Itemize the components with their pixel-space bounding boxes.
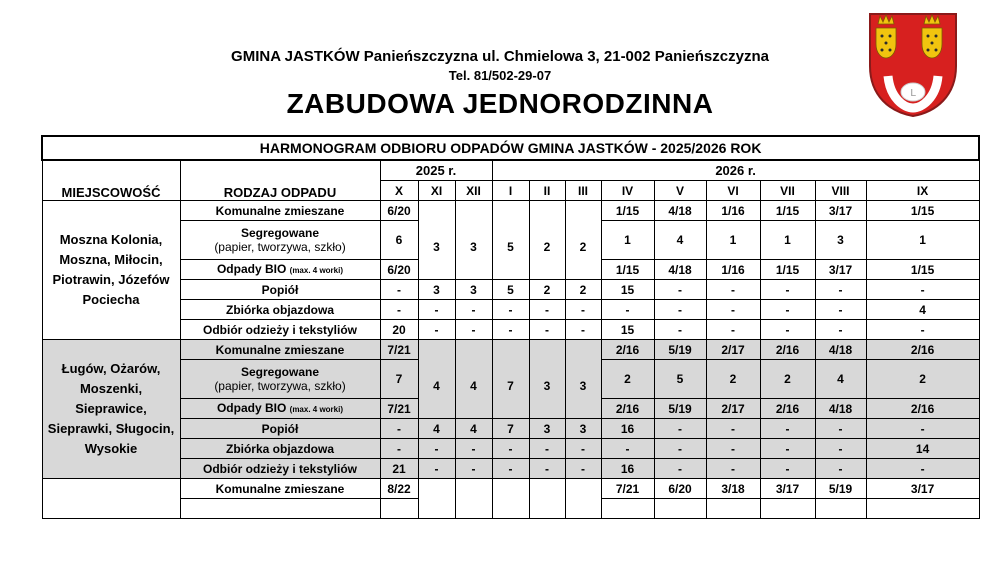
date-cell: 6/20 [380,201,418,221]
locality-cell [42,479,180,519]
waste-type-label: Segregowane [240,365,320,379]
date-cell: 2/16 [760,399,815,419]
date-cell: 4 [815,360,866,399]
date-cell: 1/15 [760,260,815,280]
date-cell: - [418,459,455,479]
date-cell: - [706,439,760,459]
waste-type-column-header: RODZAJ ODPADU [180,160,380,201]
date-cell: 8/22 [380,479,418,499]
date-cell: 5/19 [654,399,706,419]
month-header: XI [418,181,455,201]
date-cell: 1 [866,221,979,260]
date-cell: 3 [815,221,866,260]
locality-cell: Ługów, Ożarów, Moszenki, Sieprawice, Sieprawki, Sługocin, Wysokie [42,340,180,479]
date-cell: - [529,459,565,479]
date-cell: 2 [529,201,565,280]
date-cell: 5 [654,360,706,399]
month-header: IV [601,181,654,201]
office-address: GMINA JASTKÓW Panieńszczyzna ul. Chmielowa 3, 21-002 Panieńszczyzna [231,48,769,65]
date-cell: - [492,300,529,320]
month-header: VIII [815,181,866,201]
waste-type-cell: Zbiórka objazdowa [180,439,380,459]
date-cell: 1 [706,221,760,260]
date-cell: - [815,439,866,459]
date-cell: - [706,300,760,320]
month-header: VII [760,181,815,201]
date-cell: 4 [654,221,706,260]
date-cell: 4/18 [654,201,706,221]
date-cell: 2 [866,360,979,399]
date-cell: 7/21 [380,399,418,419]
date-cell: 4 [455,340,492,419]
date-cell: - [455,300,492,320]
date-cell: 16 [601,419,654,439]
date-cell: 3 [565,419,601,439]
date-cell: 5/19 [815,479,866,499]
date-cell [706,499,760,519]
date-cell: - [866,320,979,340]
date-cell: - [760,419,815,439]
date-cell [601,499,654,519]
table-row [42,300,979,320]
table-row [42,419,979,439]
coat-of-arms-icon [866,10,960,118]
waste-type-cell: Komunalne zmieszane [180,340,380,360]
date-cell: - [492,459,529,479]
date-cell: 6 [380,221,418,260]
waste-type-cell [180,221,380,260]
date-cell: 2/16 [866,340,979,360]
date-cell [492,479,529,519]
date-cell: - [529,439,565,459]
waste-type-cell: Odbiór odzieży i tekstyliów [180,320,380,340]
waste-type-cell [180,399,380,419]
waste-type-sub-label: (papier, tworzywa, szkło) [214,379,346,393]
date-cell: - [706,280,760,300]
date-cell: - [529,300,565,320]
document-title: ZABUDOWA JEDNORODZINNA [286,88,714,119]
date-cell: 5/19 [654,340,706,360]
date-cell: 5 [492,201,529,280]
waste-type-cell: Popiół [180,419,380,439]
date-cell: 3/17 [815,201,866,221]
waste-type-label: Odpady BIO [216,261,287,276]
date-cell: 7/21 [601,479,654,499]
date-cell: 5 [492,280,529,300]
table-row [42,320,979,340]
waste-type-note: (max. 4 worki) [289,265,344,275]
table-row [42,479,979,499]
date-cell: 3/17 [760,479,815,499]
date-cell: 1/15 [760,201,815,221]
date-cell: - [565,459,601,479]
date-cell: - [565,300,601,320]
date-cell: 2/17 [706,340,760,360]
date-cell: 1 [601,221,654,260]
date-cell: - [380,300,418,320]
date-cell: - [565,439,601,459]
date-cell [380,499,418,519]
office-phone: Tel. 81/502-29-07 [448,68,552,83]
date-cell: 1/16 [706,201,760,221]
month-header: X [380,181,418,201]
date-cell: 3/17 [815,260,866,280]
locality-column-header: MIEJSCOWOŚĆ [42,160,180,201]
date-cell: - [815,280,866,300]
date-cell: 3 [418,201,455,280]
date-cell: 4/18 [654,260,706,280]
date-cell: - [380,439,418,459]
waste-type-label: Odpady BIO [216,400,287,415]
table-row [42,280,979,300]
date-cell: 6/20 [380,260,418,280]
table-row [42,201,979,221]
date-cell: 15 [601,320,654,340]
date-cell: - [866,280,979,300]
year-2025-header: 2025 r. [380,160,492,181]
date-cell: 7/21 [380,340,418,360]
date-cell: 2/16 [601,340,654,360]
date-cell: 2/17 [706,399,760,419]
date-cell: 1 [760,221,815,260]
date-cell: - [380,419,418,439]
date-cell [455,479,492,519]
date-cell: - [601,300,654,320]
date-cell: 2/16 [866,399,979,419]
date-cell: 2/16 [601,399,654,419]
date-cell: - [455,320,492,340]
date-cell: 1/15 [866,201,979,221]
date-cell: - [706,459,760,479]
collection-schedule-table [41,135,980,519]
date-cell: 3 [455,201,492,280]
date-cell: - [492,320,529,340]
date-cell: - [815,419,866,439]
date-cell: - [760,300,815,320]
date-cell: - [815,320,866,340]
date-cell: 4 [455,419,492,439]
waste-type-cell: Komunalne zmieszane [180,479,380,499]
waste-type-cell: Odbiór odzieży i tekstyliów [180,459,380,479]
date-cell: - [706,320,760,340]
date-cell: 3/17 [866,479,979,499]
month-header: III [565,181,601,201]
date-cell: 6/20 [654,479,706,499]
date-cell: - [418,439,455,459]
year-2026-header: 2026 r. [492,160,979,181]
date-cell: - [601,439,654,459]
waste-type-cell: Zbiórka objazdowa [180,300,380,320]
svg-text:L: L [910,88,916,99]
date-cell: - [418,320,455,340]
date-cell: 1/16 [706,260,760,280]
waste-type-cell [180,360,380,399]
date-cell: 21 [380,459,418,479]
date-cell: - [760,459,815,479]
date-cell: 7 [380,360,418,399]
date-cell: - [815,459,866,479]
date-cell [418,479,455,519]
table-row [42,340,979,360]
date-cell: - [760,439,815,459]
date-cell: - [654,300,706,320]
month-header: VI [706,181,760,201]
date-cell: 2 [565,280,601,300]
date-cell [529,479,565,519]
date-cell: 2/16 [760,340,815,360]
table-row [42,459,979,479]
date-cell [565,479,601,519]
date-cell: 15 [601,280,654,300]
date-cell: - [654,439,706,459]
waste-type-label: Segregowane [240,226,320,240]
date-cell: 16 [601,459,654,479]
date-cell: 7 [492,419,529,439]
date-cell: 4 [418,340,455,419]
month-header: V [654,181,706,201]
date-cell: - [455,439,492,459]
month-header: I [492,181,529,201]
date-cell: 4 [866,300,979,320]
waste-type-cell: Komunalne zmieszane [180,201,380,221]
date-cell: - [760,280,815,300]
date-cell: 20 [380,320,418,340]
date-cell: - [418,300,455,320]
date-cell: - [492,439,529,459]
date-cell: 4 [418,419,455,439]
date-cell: 2 [565,201,601,280]
date-cell: - [866,459,979,479]
date-cell: - [455,459,492,479]
month-header: XII [455,181,492,201]
date-cell: - [654,419,706,439]
date-cell: - [654,459,706,479]
date-cell: 2 [601,360,654,399]
date-cell: 1/15 [601,260,654,280]
date-cell: 2 [706,360,760,399]
date-cell [866,499,979,519]
date-cell: 1/15 [601,201,654,221]
waste-type-note: (max. 4 worki) [289,404,344,414]
date-cell: - [866,419,979,439]
date-cell: - [654,280,706,300]
date-cell: - [815,300,866,320]
date-cell: - [565,320,601,340]
date-cell: 3/18 [706,479,760,499]
table-row [42,439,979,459]
date-cell [760,499,815,519]
date-cell: - [380,280,418,300]
locality-cell: Moszna Kolonia, Moszna, Miłocin, Piotrawin, Józefów Pociecha [42,201,180,340]
date-cell: - [706,419,760,439]
date-cell: 4/18 [815,340,866,360]
date-cell: - [760,320,815,340]
waste-type-sub-label: (papier, tworzywa, szkło) [214,240,346,254]
schedule-title: HARMONOGRAM ODBIORU ODPADÓW GMINA JASTKÓW - 2025/2026 ROK [42,136,979,160]
date-cell: - [529,320,565,340]
date-cell [654,499,706,519]
date-cell: 14 [866,439,979,459]
date-cell: - [654,320,706,340]
month-header: II [529,181,565,201]
date-cell: 3 [529,419,565,439]
date-cell: 3 [529,340,565,419]
date-cell: 2 [760,360,815,399]
date-cell: 3 [418,280,455,300]
date-cell: 3 [565,340,601,419]
date-cell: 4/18 [815,399,866,419]
waste-type-cell [180,260,380,280]
date-cell: 7 [492,340,529,419]
date-cell: 1/15 [866,260,979,280]
date-cell: 3 [455,280,492,300]
date-cell: 2 [529,280,565,300]
month-header: IX [866,181,979,201]
date-cell [815,499,866,519]
waste-type-cell [180,499,380,519]
waste-type-cell: Popiół [180,280,380,300]
